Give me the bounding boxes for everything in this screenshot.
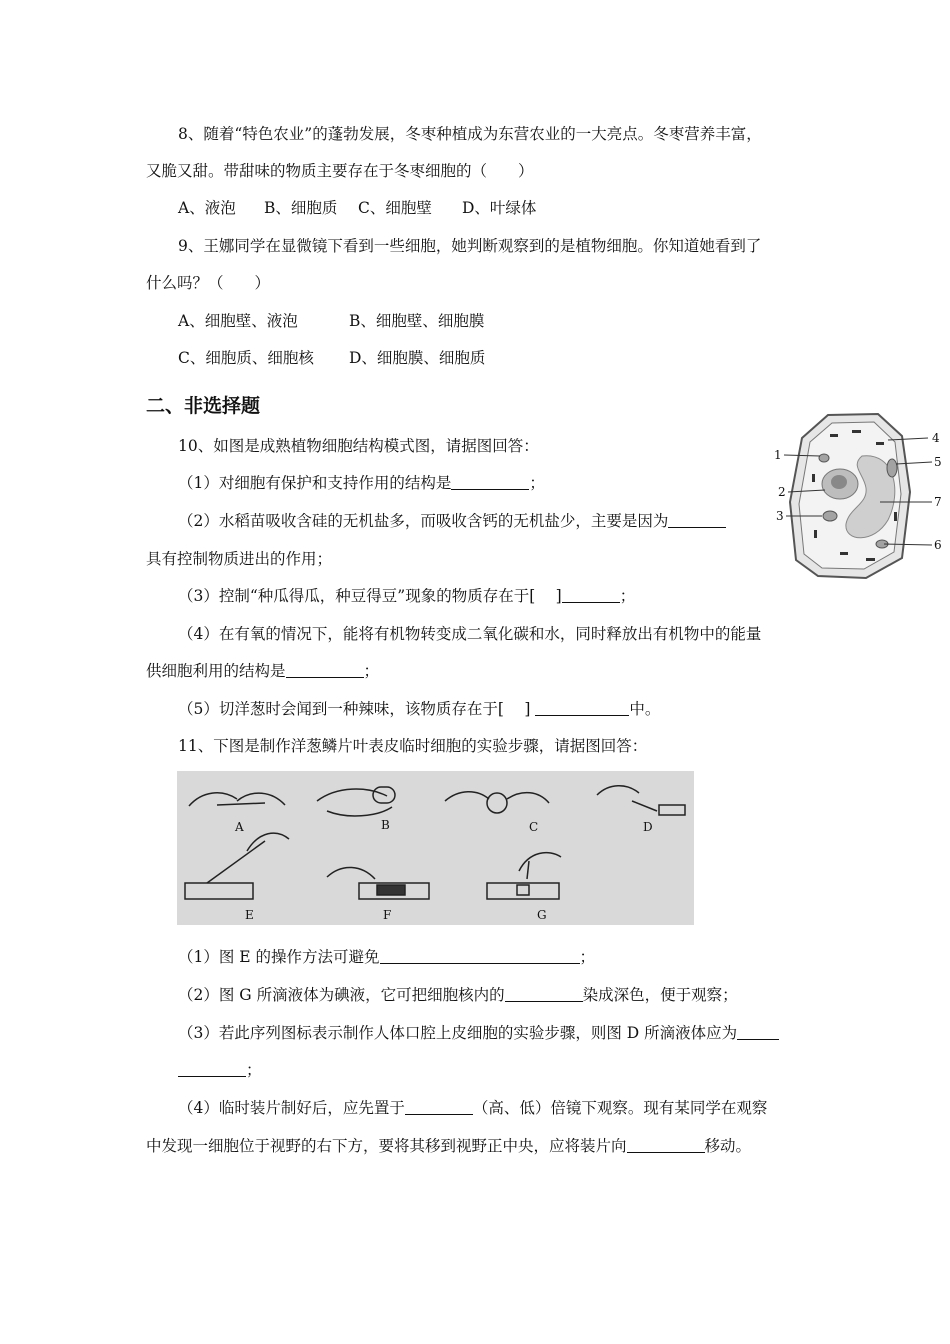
q10-part4-end: ； [363, 662, 380, 680]
q11-part3 [178, 1023, 779, 1043]
q10-intro: 10、如图是成熟植物细胞结构模式图，请据图回答： [178, 437, 539, 455]
q9-options-row1 [178, 311, 484, 331]
answer-blank[interactable] [286, 661, 364, 678]
cell-label-3: 3 [776, 509, 784, 523]
step-label-d: D [643, 820, 653, 834]
q8-options [178, 198, 536, 218]
q8-line2: 又脆又甜。带甜味的物质主要存在于冬枣细胞的（ ） [146, 162, 534, 180]
answer-blank[interactable] [178, 1060, 246, 1077]
q11-part1 [178, 947, 595, 967]
answer-blank[interactable] [627, 1136, 705, 1153]
answer-blank[interactable] [405, 1098, 473, 1115]
answer-blank[interactable] [535, 699, 629, 716]
q11-part4-mid: （高、低）倍镜下观察。现有某同学在观察 [472, 1099, 768, 1117]
q10-part2-cont: 具有控制物质进出的作用； [146, 550, 333, 568]
q11-part4-cont [146, 1136, 751, 1156]
plant-cell-diagram [770, 412, 945, 582]
cell-label-1: 1 [774, 448, 782, 462]
answer-blank[interactable] [668, 511, 726, 528]
cell-label-7: 7 [934, 495, 942, 509]
answer-blank[interactable] [505, 985, 583, 1002]
q8-option-c: C、细胞壁 [358, 199, 432, 217]
q10-part5-text: （5）切洋葱时会闻到一种辣味，该物质存在于[ ] [178, 700, 531, 718]
cell-label-4: 4 [932, 431, 940, 445]
q11-intro: 11、下图是制作洋葱鳞片叶表皮临时细胞的实验步骤，请据图回答： [178, 737, 648, 755]
q10-part2 [178, 511, 726, 531]
q11-part4-text: （4）临时装片制好后，应先置于 [178, 1099, 405, 1117]
q10-part1 [178, 473, 545, 493]
q10-part5 [178, 699, 660, 719]
step-label-f: F [383, 908, 392, 922]
q9-line1: 9、王娜同学在显微镜下看到一些细胞，她判断观察到的是植物细胞。你知道她看到了 [178, 237, 762, 255]
answer-blank[interactable] [562, 586, 620, 603]
q8-option-d: D、叶绿体 [462, 199, 537, 217]
q9-line2: 什么吗？（ ） [146, 274, 271, 292]
cell-label-2: 2 [778, 485, 786, 499]
q9-option-a: A、细胞壁、液泡 [178, 312, 298, 330]
q10-part5-end: 中。 [629, 700, 661, 718]
step-label-e: E [245, 908, 254, 922]
q10-part4-cont [146, 661, 379, 681]
q8-line1: 8、随着“特色农业”的蓬勃发展，冬枣种植成为东营农业的一大亮点。冬枣营养丰富， [178, 125, 762, 143]
q10-part2-text: （2）水稻苗吸收含硅的无机盐多，而吸收含钙的无机盐少，主要是因为 [178, 512, 669, 530]
cell-label-5: 5 [934, 455, 942, 469]
q11-part3-end: ； [246, 1061, 262, 1079]
slide-prep-steps-diagram [177, 771, 694, 925]
cell-label-6: 6 [934, 538, 942, 552]
q10-part4-text: 供细胞利用的结构是 [146, 662, 286, 680]
answer-blank[interactable] [451, 473, 529, 490]
q11-part4-end: 移动。 [704, 1137, 752, 1155]
step-label-b: B [381, 818, 390, 832]
section-heading: 二、非选择题 [146, 395, 261, 417]
q9-options-row2 [178, 348, 485, 368]
step-label-c: C [529, 820, 539, 834]
q10-part3 [178, 586, 635, 606]
q11-part4 [178, 1098, 767, 1118]
step-label-a: A [235, 820, 244, 834]
q8-option-b: B、细胞质 [264, 199, 338, 217]
q11-part3-cont [178, 1060, 262, 1080]
q11-part2 [178, 985, 738, 1005]
q9-option-d: D、细胞膜、细胞质 [349, 349, 486, 367]
q10-part3-text: （3）控制“种瓜得瓜，种豆得豆”现象的物质存在于[ ] [178, 587, 562, 605]
answer-blank[interactable] [737, 1023, 779, 1040]
q10-part1-text: （1）对细胞有保护和支持作用的结构是 [178, 474, 452, 492]
q10-part4: （4）在有氧的情况下，能将有机物转变成二氧化碳和水，同时释放出有机物中的能量 [178, 625, 762, 643]
step-label-g: G [537, 908, 547, 922]
q11-part1-end: ； [579, 948, 596, 966]
q9-option-c: C、细胞质、细胞核 [178, 349, 314, 367]
q9-option-b: B、细胞壁、细胞膜 [349, 312, 485, 330]
q11-part2-text: （2）图 G 所滴液体为碘液，它可把细胞核内的 [178, 986, 505, 1004]
slide-prep-steps-figure [177, 771, 694, 925]
q8-option-a: A、液泡 [178, 199, 236, 217]
q11-part3-text: （3）若此序列图标表示制作人体口腔上皮细胞的实验步骤，则图 D 所滴液体应为 [178, 1024, 738, 1042]
q10-part1-end: ； [529, 474, 545, 492]
q11-part2-end: 染成深色，便于观察； [582, 986, 738, 1004]
answer-blank[interactable] [380, 947, 580, 964]
q11-part4-text2: 中发现一细胞位于视野的右下方，要将其移到视野正中央，应将装片向 [146, 1137, 627, 1155]
q11-part1-text: （1）图 E 的操作方法可避免 [178, 948, 380, 966]
q10-part3-end: ； [619, 587, 636, 605]
plant-cell-figure [770, 412, 945, 582]
